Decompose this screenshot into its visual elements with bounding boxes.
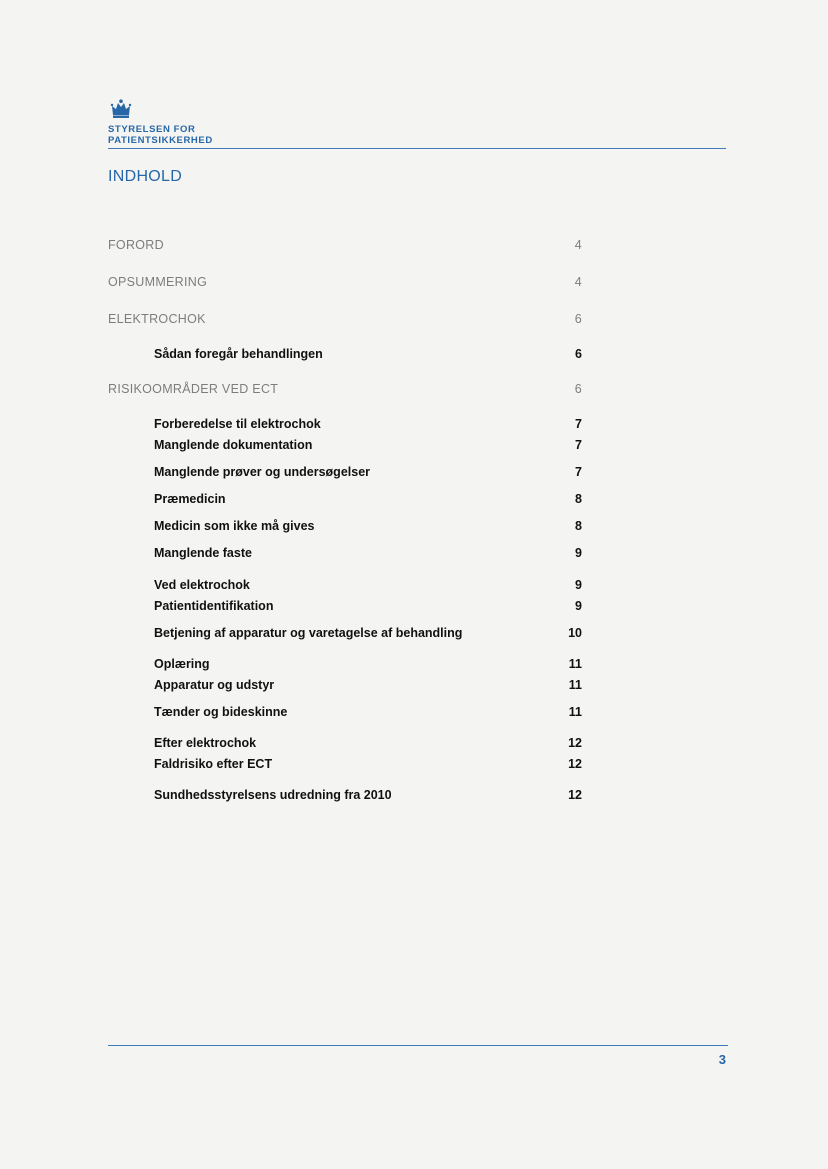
toc-entry[interactable] (154, 517, 582, 535)
toc-entry-label: Efter elektrochok (154, 736, 257, 750)
toc-entry[interactable] (154, 415, 582, 433)
logo-text-line2: PATIENTSIKKERHED (108, 135, 213, 146)
toc-entry-page: 7 (575, 438, 582, 452)
toc-entry-page: 4 (574, 238, 582, 252)
toc-entry[interactable] (154, 490, 582, 508)
toc-entry[interactable] (108, 380, 582, 398)
toc-entry-page: 8 (575, 492, 582, 506)
toc-entry-page: 11 (568, 705, 582, 719)
toc-entry-label: Forberedelse til elektrochok (154, 417, 321, 431)
toc-entry-label: Patientidentifikation (154, 599, 274, 613)
toc-entry[interactable] (154, 597, 582, 615)
toc-entry[interactable] (154, 544, 582, 562)
logo-text-line1: STYRELSEN FOR (108, 124, 196, 135)
toc-entry-label: Faldrisiko efter ECT (154, 757, 273, 771)
toc-entry-page: 12 (568, 757, 582, 771)
toc-entry[interactable] (154, 436, 582, 454)
toc-entry-label: Præmedicin (154, 492, 226, 506)
toc-entry-page: 4 (574, 275, 582, 289)
toc-entry[interactable] (154, 463, 582, 481)
toc-entry[interactable] (154, 786, 582, 804)
toc-entry[interactable] (154, 755, 582, 773)
toc-entry[interactable] (154, 576, 582, 594)
toc-entry-label: Ved elektrochok (154, 578, 250, 592)
agency-logo (108, 99, 238, 146)
toc-entry-page: 8 (575, 519, 582, 533)
toc-entry[interactable] (154, 703, 582, 721)
toc-entry-label: Apparatur og udstyr (154, 678, 275, 692)
toc-entry-page: 6 (574, 312, 582, 326)
toc-entry-label: OPSUMMERING (108, 275, 208, 289)
toc-entry-page: 11 (568, 678, 582, 692)
toc-entry-label: Tænder og bideskinne (154, 705, 288, 719)
toc-entry-label: ELEKTROCHOK (108, 312, 206, 326)
page-title: INDHOLD (108, 168, 183, 185)
toc-entry-label: Manglende dokumentation (154, 438, 313, 452)
toc-entry[interactable] (108, 273, 582, 291)
toc-entry-label: Sundhedsstyrelsens udredning fra 2010 (154, 788, 392, 802)
toc-entry[interactable] (154, 345, 582, 363)
toc-entry-page: 10 (568, 626, 582, 640)
toc-entry-label: Medicin som ikke må gives (154, 519, 315, 533)
toc-entry[interactable] (154, 624, 582, 642)
toc-entry[interactable] (154, 676, 582, 694)
toc-entry-page: 6 (574, 382, 582, 396)
toc-entry-page: 6 (575, 347, 582, 361)
toc-entry-label: Manglende faste (154, 546, 252, 560)
toc-entry-label: Oplæring (154, 657, 210, 671)
crown-icon (110, 99, 132, 119)
header-divider (108, 148, 726, 149)
footer-divider (108, 1045, 728, 1046)
toc-entry-page: 12 (568, 736, 582, 750)
toc-entry-page: 9 (575, 546, 582, 560)
toc-entry-page: 9 (575, 578, 582, 592)
toc-entry-page: 12 (568, 788, 582, 802)
toc-entry-page: 7 (575, 417, 582, 431)
toc-entry-label: Manglende prøver og undersøgelser (154, 465, 371, 479)
toc-entry-page: 7 (575, 465, 582, 479)
toc-entry-label: Betjening af apparatur og varetagelse af behandling (154, 626, 463, 640)
toc-entry-label: Sådan foregår behandlingen (154, 347, 323, 361)
toc-entry[interactable] (154, 655, 582, 673)
toc-entry-page: 9 (575, 599, 582, 613)
toc-entry-label: RISIKOOMRÅDER VED ECT (108, 382, 279, 396)
toc-entry-label: FORORD (108, 238, 164, 252)
toc-entry[interactable] (108, 310, 582, 328)
toc-entry[interactable] (154, 734, 582, 752)
toc-entry[interactable] (108, 236, 582, 254)
toc-entry-page: 11 (568, 657, 582, 671)
page-number: 3 (718, 1052, 726, 1067)
